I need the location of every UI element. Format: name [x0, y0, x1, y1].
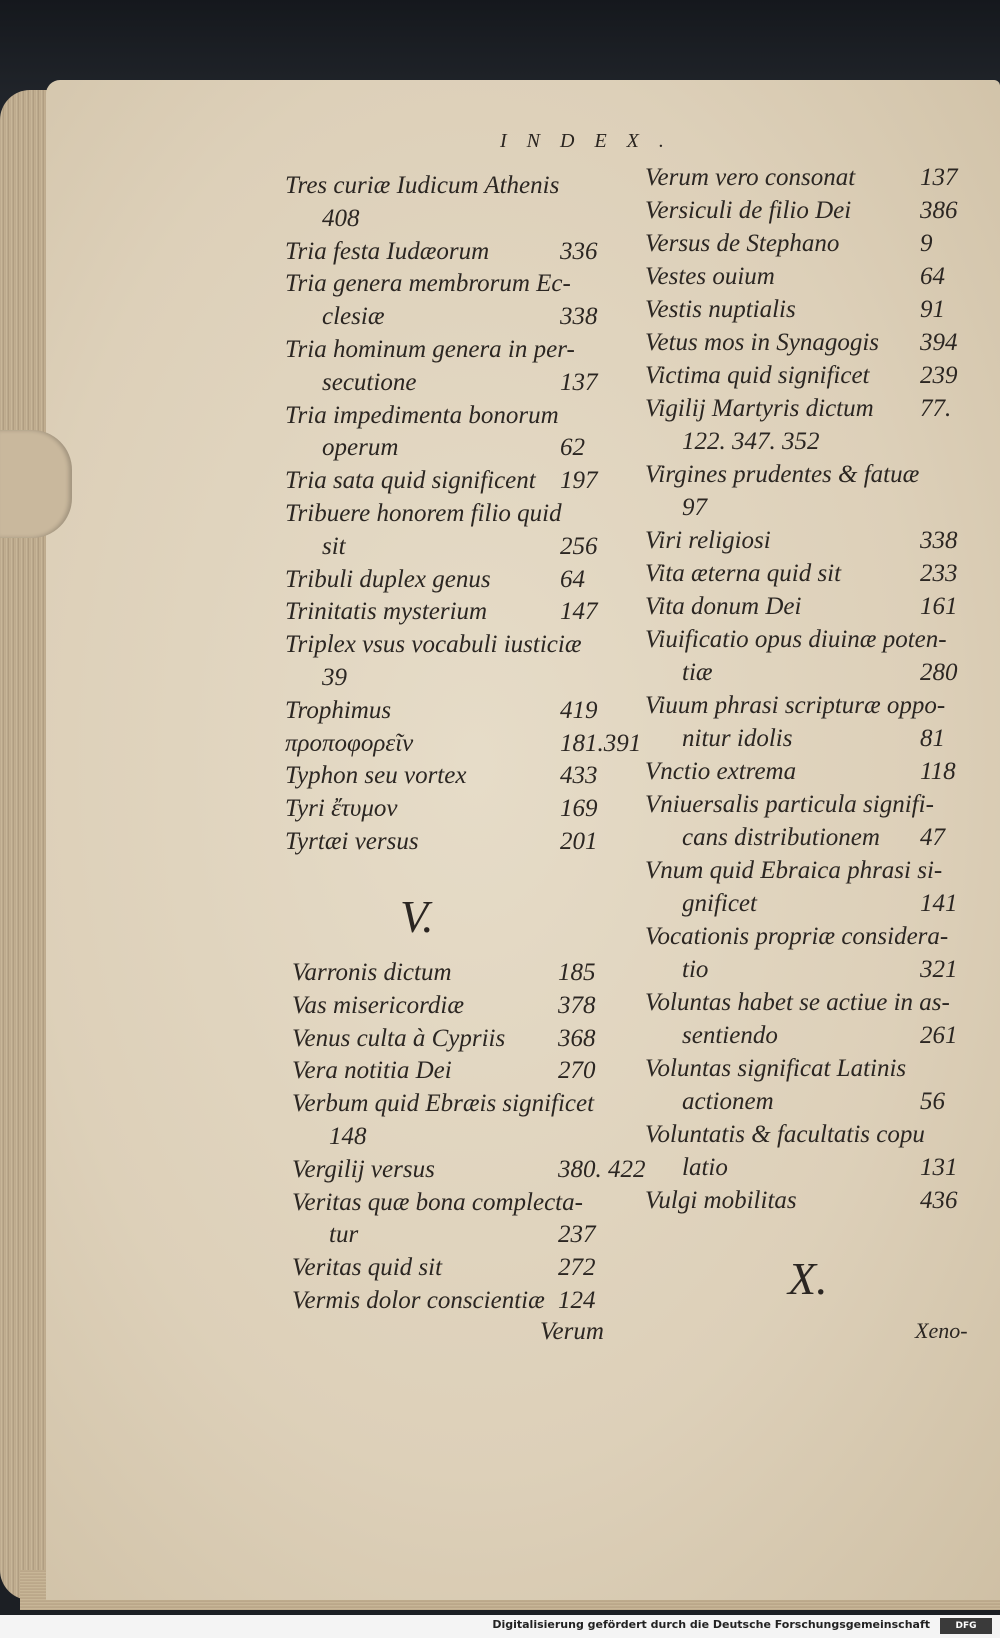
entry-text: clesiæ	[322, 303, 385, 331]
index-entry	[682, 954, 958, 986]
entry-page-ref: 141	[920, 890, 958, 917]
entry-page-ref: 137	[920, 164, 958, 191]
entry-text: Veritas quid sit	[292, 1254, 443, 1282]
entry-page-ref: 77.	[920, 395, 952, 422]
index-entry	[285, 760, 598, 792]
entry-text: Veritas quæ bona complecta-	[292, 1188, 583, 1216]
entry-text: Vas misericordiæ	[292, 991, 464, 1019]
entry-text: 122. 347. 352	[682, 428, 820, 455]
entry-page-ref: 368	[558, 1024, 596, 1052]
index-entry	[645, 921, 948, 953]
entry-text: Tyri ἔτυμον	[285, 795, 398, 823]
entry-page-ref: 419	[560, 696, 598, 724]
entry-text: tio	[682, 956, 709, 983]
index-entry	[322, 662, 347, 694]
entry-page-ref: 237	[558, 1221, 596, 1249]
entry-text: Typhon seu vortex	[285, 762, 467, 790]
index-entry	[329, 1121, 367, 1153]
page-header: INDEX.	[500, 130, 684, 152]
index-entry	[682, 657, 958, 689]
index-entry	[645, 195, 958, 227]
index-entry	[285, 268, 571, 300]
entry-page-ref: 336	[560, 237, 598, 265]
entry-text: sit	[322, 532, 346, 560]
entry-page-ref: 81	[920, 725, 945, 752]
entry-page-ref: 394	[920, 329, 958, 356]
entry-text: Vera notitia Dei	[292, 1057, 452, 1085]
index-entry	[292, 1154, 646, 1186]
index-entry	[322, 432, 585, 464]
index-entry	[285, 695, 598, 727]
entry-page-ref: 185	[558, 959, 596, 986]
entry-page-ref: 338	[560, 303, 598, 331]
entry-text: Vita æterna quid sit	[645, 560, 842, 587]
entry-text: Vnctio extrema	[645, 758, 797, 785]
entry-text: secutione	[322, 368, 417, 396]
entry-text: Virgines prudentes & fatuæ	[645, 461, 920, 488]
entry-text: 39	[322, 664, 347, 691]
index-entry	[645, 624, 947, 656]
entry-text: Tria hominum genera in per-	[285, 336, 575, 363]
index-entry	[645, 756, 956, 788]
index-entry	[682, 1020, 958, 1052]
index-entry	[645, 162, 958, 194]
entry-page-ref: 378	[558, 991, 596, 1019]
index-entry	[292, 1088, 594, 1120]
index-entry	[292, 1055, 596, 1087]
index-entry	[682, 1086, 945, 1118]
entry-text: Vocationis propriæ considera-	[645, 923, 949, 950]
index-entry	[285, 629, 582, 661]
entry-text: Venus culta à Cypriis	[292, 1024, 506, 1052]
index-entry	[645, 360, 958, 392]
entry-text: Viuum phrasi scripturæ oppo-	[645, 692, 946, 719]
index-entry	[285, 564, 585, 596]
entry-text: Vergilij versus	[292, 1155, 435, 1183]
entry-text: Trophimus	[285, 696, 392, 724]
entry-page-ref: 169	[560, 795, 598, 823]
entry-text: gnificet	[682, 890, 757, 917]
entry-page-ref: 56	[920, 1088, 945, 1115]
index-entry	[322, 531, 598, 563]
entry-text: Tribuli duplex genus	[285, 565, 491, 593]
index-entry	[322, 301, 598, 333]
entry-text: Verbum quid Ebræis significet	[292, 1090, 595, 1118]
entry-page-ref: 436	[920, 1187, 958, 1214]
index-entry	[285, 826, 598, 858]
entry-text: Vulgi mobilitas	[645, 1187, 797, 1214]
entry-page-ref: 91	[920, 296, 945, 323]
entry-page-ref: 47	[920, 824, 945, 851]
entry-page-ref: 137	[560, 368, 598, 396]
index-entry	[645, 327, 958, 359]
entry-page-ref: 124	[558, 1287, 596, 1314]
index-entry	[645, 1053, 906, 1085]
index-entry	[682, 426, 820, 458]
index-entry	[292, 1252, 596, 1284]
entry-page-ref: 239	[920, 362, 958, 389]
entry-text: 97	[682, 494, 707, 521]
entry-text: operum	[322, 434, 399, 462]
index-entry	[645, 690, 945, 722]
index-entry	[682, 1152, 958, 1184]
index-entry	[285, 596, 598, 628]
catchword-left: Verum	[540, 1318, 604, 1345]
entry-text: Tria festa Iudæorum	[285, 237, 490, 265]
entry-text: Vniuersalis particula signifi-	[645, 791, 934, 818]
entry-text: Vetus mos in Synagogis	[645, 329, 880, 356]
entry-text: προποφορεῖν	[285, 729, 414, 757]
entry-page-ref: 338	[920, 527, 958, 554]
entry-text: tiæ	[682, 659, 713, 686]
index-entry	[645, 459, 919, 491]
section-letter-v: V.	[400, 891, 434, 942]
bookmark-tab	[0, 430, 72, 538]
entry-text: latio	[682, 1154, 728, 1181]
entry-text: actionem	[682, 1088, 774, 1115]
entry-text: Tribuere honorem filio quid	[285, 500, 562, 527]
entry-page-ref: 321	[920, 956, 958, 983]
entry-text: Triplex vsus vocabuli iusticiæ	[285, 631, 582, 659]
entry-text: Vigilij Martyris dictum	[645, 395, 874, 422]
section-letter-x: X.	[788, 1253, 828, 1304]
entry-page-ref: 272	[558, 1254, 596, 1282]
index-entry	[645, 855, 942, 887]
entry-text: tur	[329, 1221, 359, 1249]
index-entry	[645, 228, 933, 260]
entry-text: Voluntatis & facultatis copu	[645, 1121, 925, 1148]
index-entry	[292, 1187, 583, 1219]
entry-page-ref: 147	[560, 598, 598, 626]
entry-page-ref: 181.391	[560, 729, 642, 757]
entry-page-ref: 197	[560, 467, 598, 495]
entry-page-ref: 380. 422	[558, 1155, 646, 1183]
entry-text: Vestis nuptialis	[645, 296, 796, 323]
index-entry	[682, 822, 945, 854]
entry-text: Vestes ouium	[645, 263, 775, 290]
index-entry	[285, 498, 562, 530]
entry-text: Victima quid significet	[645, 362, 870, 389]
entry-page-ref: 261	[920, 1022, 958, 1049]
entry-text: Trinitatis mysterium	[285, 598, 488, 626]
index-entry	[329, 1219, 596, 1251]
index-entry	[292, 1023, 596, 1055]
entry-text: nitur idolis	[682, 725, 793, 752]
index-entry	[645, 261, 945, 293]
index-entry	[645, 987, 950, 1019]
index-entry	[645, 1119, 925, 1151]
entry-page-ref: 256	[560, 532, 598, 560]
index-entry	[285, 793, 598, 825]
catchword-right: Xeno-	[915, 1318, 968, 1343]
index-entry	[285, 334, 575, 366]
index-entry	[292, 957, 596, 989]
entry-text: Viri religiosi	[645, 527, 771, 554]
entry-page-ref: 270	[558, 1057, 596, 1085]
entry-text: Viuificatio opus diuinæ poten-	[645, 626, 947, 653]
index-entry	[645, 591, 958, 623]
index-entry	[285, 728, 642, 760]
entry-page-ref: 161	[920, 593, 958, 620]
entry-text: Versiculi de filio Dei	[645, 197, 852, 224]
index-entry	[645, 294, 945, 326]
index-entry	[682, 492, 707, 524]
index-entry	[285, 400, 559, 432]
index-entry	[645, 558, 958, 590]
index-entry	[682, 723, 945, 755]
index-entry	[645, 789, 934, 821]
entry-text: Tria genera membrorum Ec-	[285, 270, 571, 298]
entry-text: Tyrtæi versus	[285, 828, 419, 855]
index-entry	[285, 170, 559, 202]
entry-page-ref: 64	[560, 565, 585, 593]
dfg-logo: DFG	[940, 1618, 992, 1634]
index-entry	[292, 990, 596, 1022]
entry-page-ref: 201	[560, 828, 598, 855]
entry-text: Tria impedimenta bonorum	[285, 401, 559, 429]
entry-text: Varronis dictum	[292, 959, 452, 986]
entry-text: Voluntas significat Latinis	[645, 1055, 907, 1082]
index-entry	[292, 1285, 596, 1317]
entry-text: 148	[329, 1123, 367, 1150]
entry-page-ref: 433	[560, 762, 598, 790]
index-entry	[645, 1185, 958, 1217]
entry-page-ref: 131	[920, 1154, 958, 1181]
entry-text: Tres curiæ Iudicum Athenis	[285, 172, 560, 199]
entry-text: Versus de Stephano	[645, 230, 840, 257]
entry-text: 408	[322, 204, 360, 232]
entry-text: Verum vero consonat	[645, 164, 856, 191]
index-entry	[645, 525, 958, 557]
index-entry	[322, 203, 360, 235]
entry-page-ref: 64	[920, 263, 945, 290]
entry-text: Vnum quid Ebraica phrasi si-	[645, 857, 943, 884]
entry-text: Vermis dolor conscientiæ	[292, 1287, 545, 1314]
entry-page-ref: 280	[920, 659, 958, 686]
entry-page-ref: 62	[560, 434, 585, 462]
entry-text: Voluntas habet se actiue in as-	[645, 989, 950, 1016]
entry-text: Vita donum Dei	[645, 593, 802, 620]
entry-text: sentiendo	[682, 1022, 778, 1049]
index-entry	[645, 393, 952, 425]
entry-page-ref: 118	[920, 758, 956, 785]
index-entry	[322, 367, 598, 399]
entry-text: Tria sata quid significent	[285, 467, 536, 495]
entry-page-ref: 233	[920, 560, 958, 587]
footer-text: Digitalisierung gefördert durch die Deutsche Forschungsgemeinschaft	[492, 1618, 930, 1631]
index-entry	[682, 888, 958, 920]
digitization-footer	[0, 1615, 1000, 1638]
entry-page-ref: 386	[920, 197, 958, 224]
index-entry	[285, 236, 598, 268]
index-entry	[285, 465, 598, 497]
entry-text: cans distributionem	[682, 824, 880, 851]
entry-page-ref: 9	[920, 230, 933, 257]
